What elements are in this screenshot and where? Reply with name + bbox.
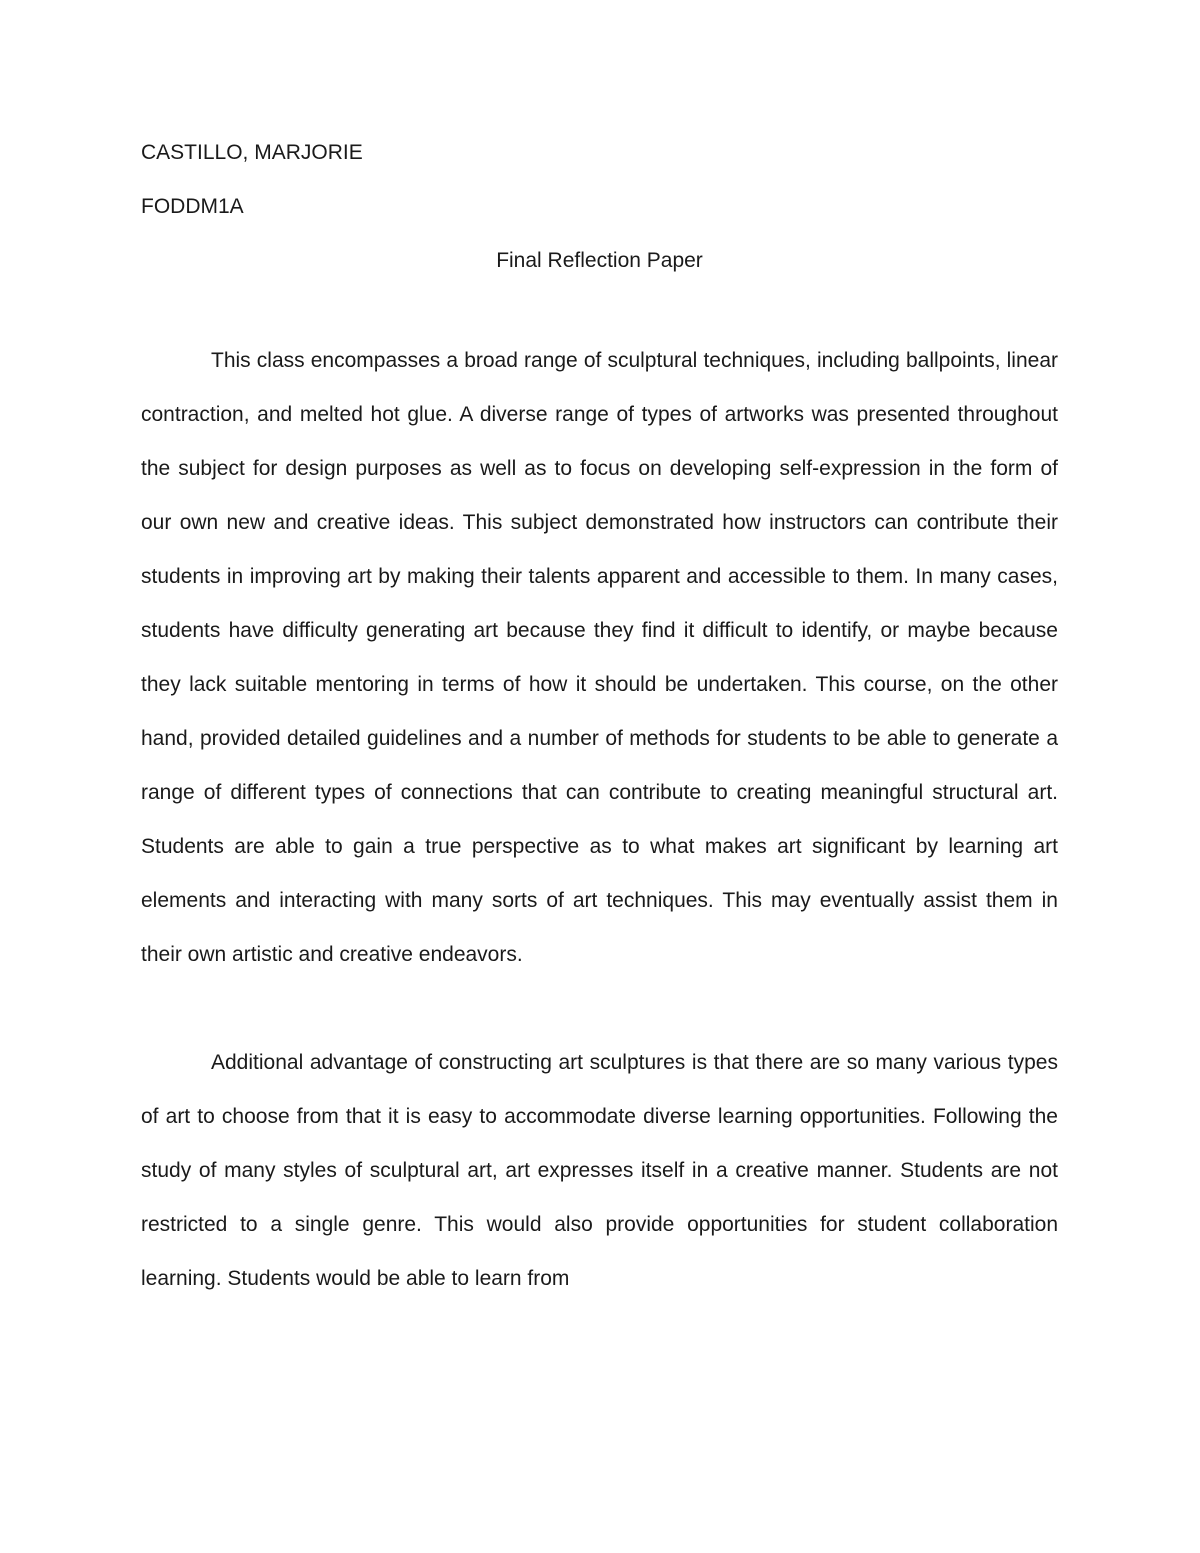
author-name: CASTILLO, MARJORIE (141, 141, 363, 164)
document-page (141, 138, 1058, 1306)
course-code: FODDM1A (141, 195, 244, 218)
body-paragraph-2: Additional advantage of constructing art sculptures is that there are so many various types of art to choose from that it is easy to accommodate diverse learning opportunities. Following the study of many styles of sculptural art, art expresses itself in a creative manner. Students are not restricted to a single genre. This would also provide opportunities for student collaboration learning. Students would be able to learn from (141, 1051, 1058, 1290)
body-paragraph-1: This class encompasses a broad range of sculptural techniques, including ballpoints, linear contraction, and melted hot glue. A diverse range of types of artworks was presented throughout the subject for design purposes as well as to focus on developing self-expression in the form of our own new and creative ideas. This subject demonstrated how instructors can contribute their students in improving art by making their talents apparent and accessible to them. In many cases, students have difficulty generating art because they find it difficult to identify, or maybe because they lack suitable mentoring in terms of how it should be undertaken. This course, on the other hand, provided detailed guidelines and a number of methods for students to be able to generate a range of different types of connections that can contribute to creating meaningful structural art. Students are able to gain a true perspective as to what makes art significant by learning art elements and interacting with many sorts of art techniques. This may eventually assist them in their own artistic and creative endeavors. (141, 349, 1058, 966)
paper-title: Final Reflection Paper (496, 249, 703, 272)
